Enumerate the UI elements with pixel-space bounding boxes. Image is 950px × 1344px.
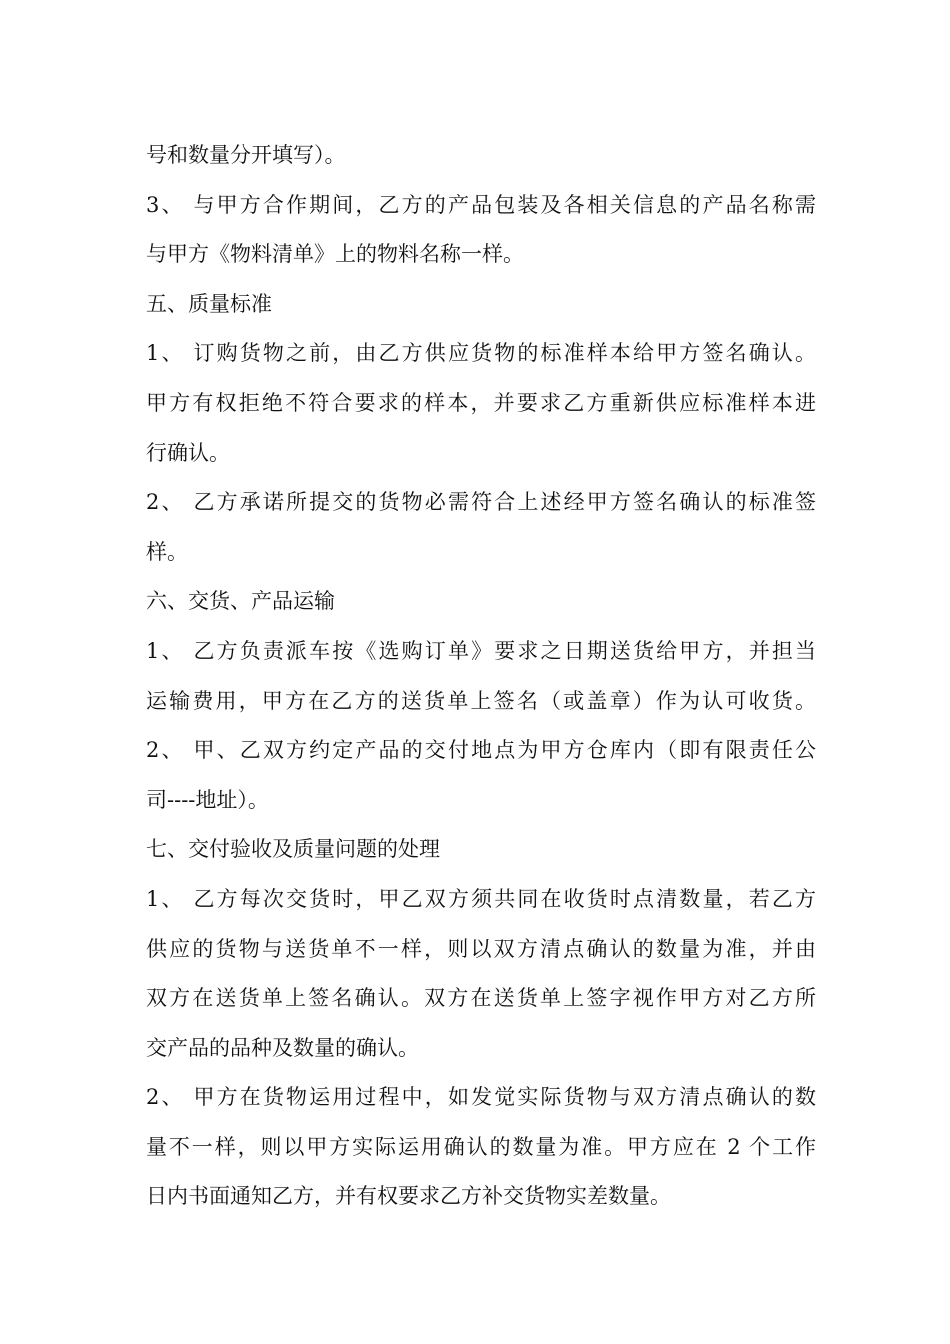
section-heading: 五、质量标准 <box>146 291 272 316</box>
text-line: 2、 甲、乙双方约定产品的交付地点为甲方仓库内（即有限责任公 <box>146 738 816 763</box>
text-line: 3、 与甲方合作期间，乙方的产品包装及各相关信息的产品名称需 <box>146 192 816 217</box>
text-line: 交产品的品种及数量的确认。 <box>146 1035 419 1060</box>
text-line: 2、 乙方承诺所提交的货物必需符合上述经甲方签名确认的标准签 <box>146 490 816 515</box>
text-line: 司----地址）。 <box>146 787 269 812</box>
text-line: 样。 <box>146 539 188 564</box>
text-line: 与甲方《物料清单》上的物料名称一样。 <box>146 242 524 267</box>
text-line: 行确认。 <box>146 440 230 465</box>
section-heading: 六、交货、产品运输 <box>146 589 335 614</box>
text-line: 供应的货物与送货单不一样，则以双方清点确认的数量为准，并由 <box>146 936 816 961</box>
text-line: 双方在送货单上签名确认。双方在送货单上签字视作甲方对乙方所 <box>146 986 816 1011</box>
text-line: 2、 甲方在货物运用过程中，如发觉实际货物与双方清点确认的数 <box>146 1085 816 1110</box>
text-line: 量不一样，则以甲方实际运用确认的数量为准。甲方应在 2 个工作 <box>146 1134 816 1159</box>
text-line: 日内书面通知乙方，并有权要求乙方补交货物实差数量。 <box>146 1184 671 1209</box>
text-line: 甲方有权拒绝不符合要求的样本，并要求乙方重新供应标准样本进 <box>146 390 816 415</box>
text-line: 1、 乙方每次交货时，甲乙双方须共同在收货时点清数量，若乙方 <box>146 886 816 911</box>
text-line: 1、 乙方负责派车按《选购订单》要求之日期送货给甲方，并担当 <box>146 638 816 663</box>
text-line: 1、 订购货物之前，由乙方供应货物的标准样本给甲方签名确认。 <box>146 341 816 366</box>
text-line: 运输费用，甲方在乙方的送货单上签名（或盖章）作为认可收货。 <box>146 688 816 713</box>
text-line: 号和数量分开填写）。 <box>146 143 346 167</box>
document-body <box>146 131 816 1222</box>
section-heading: 七、交付验收及质量问题的处理 <box>146 837 440 862</box>
